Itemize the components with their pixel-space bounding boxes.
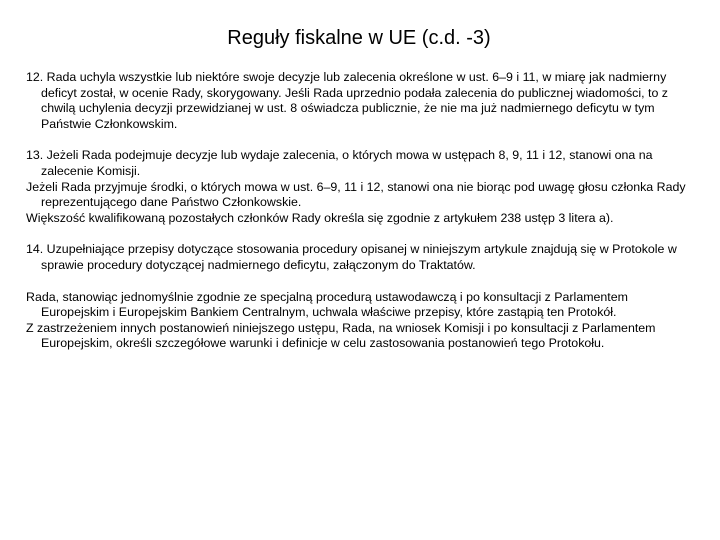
paragraph-point-13: 13. Jeżeli Rada podejmuje decyzje lub wydaje zalecenia, o których mowa w ustępach 8, 9, 11 i 12, stanowi ona na zalecenie Komisji. [26, 148, 653, 178]
paragraph-council-unanimous: Rada, stanowiąc jednomyślnie zgodnie ze specjalną procedurą ustawodawczą i po konsultacji z Parlamentem Europejskim i Europejskim Bankiem Centralnym, uchwala właściwe przepisy, które zastąpią ten Protokół. [26, 289, 628, 320]
council-block [26, 290, 694, 352]
paragraph-point-12: 12. Rada uchyla wszystkie lub niektóre swoje decyzje lub zalecenia określone w ust. 6–9 i 11, w miarę jak nadmierny deficyt został, w ocenie Rady, skorygowany. Jeśli Rada uprzednio podała zalecenia do publicznej wiadomości, to z chwilą uchylenia decyzji przewidzianej w ust. 8 oświadcza publicznie, że nie ma już nadmiernego deficytu w tym Państwie Członkowskim. [26, 70, 668, 131]
paragraph-gap [26, 226, 694, 242]
paragraph-point-13-measures: Jeżeli Rada przyjmuje środki, o których mowa w ust. 6–9, 11 i 12, stanowi ona nie biorąc pod uwagę głosu członka Rady reprezentującego dane Państwo Członkowskie. [26, 179, 686, 210]
paragraph-gap [26, 132, 694, 148]
paragraph-gap [26, 274, 694, 290]
slide-title: Reguły fiskalne w UE (c.d. -3) [227, 27, 491, 49]
paragraph-point-14: 14. Uzupełniające przepisy dotyczące stosowania procedury opisanej w niniejszym artykule znajdują się w Protokole w sprawie procedury dotyczącej nadmiernego deficytu, załączonym do Traktatów. [26, 242, 677, 272]
paragraph-point-13-majority: Większość kwalifikowaną pozostałych członków Rady określa się zgodnie z artykułem 238 ustęp 3 litera a). [26, 210, 614, 225]
slide-body [26, 70, 694, 352]
point-13-block [26, 148, 694, 226]
point-14-block [26, 242, 694, 273]
point-12-block [26, 70, 694, 132]
paragraph-council-proviso: Z zastrzeżeniem innych postanowień niniejszego ustępu, Rada, na wniosek Komisji i po konsultacji z Parlamentem Europejskim, określi szczegółowe warunki i definicje w celu zastosowania postanowień tego Protokołu. [26, 320, 656, 351]
